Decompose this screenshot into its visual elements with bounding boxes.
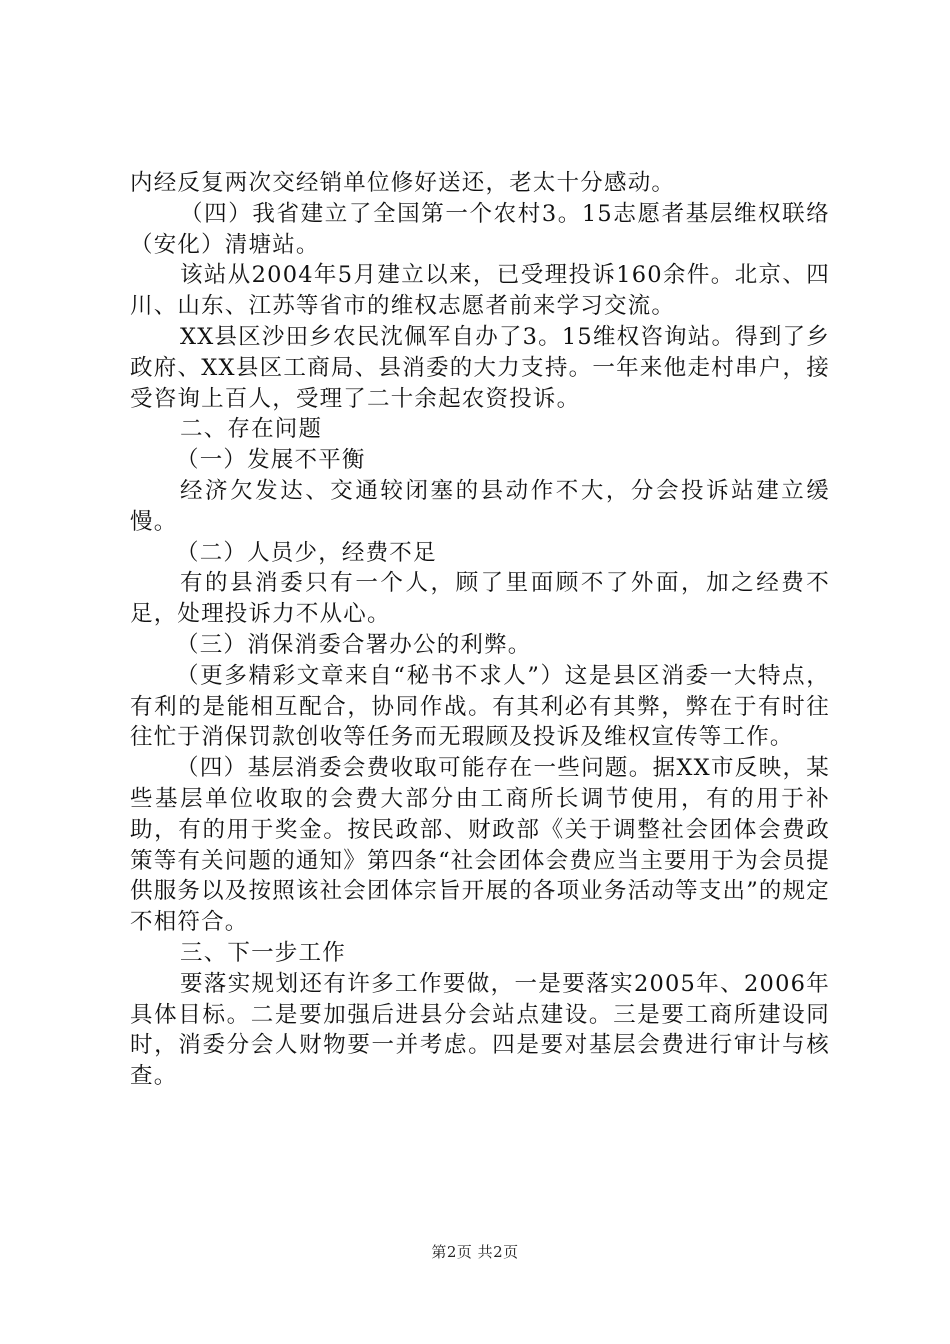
section-heading-next-steps: 三、下一步工作 [180, 939, 346, 966]
page-footer: 第2页 共2页 [431, 1243, 519, 1261]
subheading-joint-office: （三）消保消委合署办公的利弊。 [176, 631, 532, 658]
paragraph-membership-fees: （四）基层消委会费收取可能存在一些问题。据XX市反映，某些基层单位收取的会费大部分由工商所长调节使用，有的用于补助，有的用于奖金。按民政部、财政部《关于调整社会团体会费政策等有关问题的通知》第四条“社会团体会费应当主要用于为会员提供服务以及按照该社会团体宗旨开展的各项业务活动等支出”的规定不相符合。 [130, 755, 831, 936]
paragraph-next-steps: 要落实规划还有许多工作要做，一是要落实2005年、2006年具体目标。二是要加强后进县分会站点建设。三是要工商所建设同时，消委分会人财物要一并考虑。四是要对基层会费进行审计与核查。 [130, 970, 830, 1090]
paragraph-consult-station: XX县区沙田乡农民沈佩军自办了3。15维权咨询站。得到了乡政府、XX县区工商局、县消委的大力支持。一年来他走村串户，接受咨询上百人，受理了二十余起农资投诉。 [130, 323, 830, 412]
paragraph-joint-office: （更多精彩文章来自“秘书不求人”）这是县区消委一大特点，有利的是能相互配合，协同作战。有其利必有其弊，弊在于有时往往忙于消保罚款创收等任务而无瑕顾及投诉及维权宣传等工作。 [130, 662, 830, 751]
paragraph-station-overview: 该站从2004年5月建立以来，已受理投诉160余件。北京、四川、山东、江苏等省市的维权志愿者前来学习交流。 [130, 262, 830, 320]
paragraph-subheading-4-achievement: （四）我省建立了全国第一个农村3。15志愿者基层维权联络（安化）清塘站。 [130, 200, 830, 258]
subheading-unbalanced: （一）发展不平衡 [176, 447, 366, 474]
paragraph-staff-funds: 有的县消委只有一个人，顾了里面顾不了外面，加之经费不足，处理投诉力不从心。 [130, 570, 830, 628]
section-heading-problems: 二、存在问题 [180, 416, 323, 443]
subheading-staff-funds: （二）人员少，经费不足 [176, 539, 437, 566]
paragraph-unbalanced: 经济欠发达、交通较闭塞的县动作不大，分会投诉站建立缓慢。 [130, 477, 830, 535]
document-body [130, 168, 830, 1092]
paragraph-continuation: 内经反复两次交经销单位修好送还，老太十分感动。 [130, 170, 676, 196]
